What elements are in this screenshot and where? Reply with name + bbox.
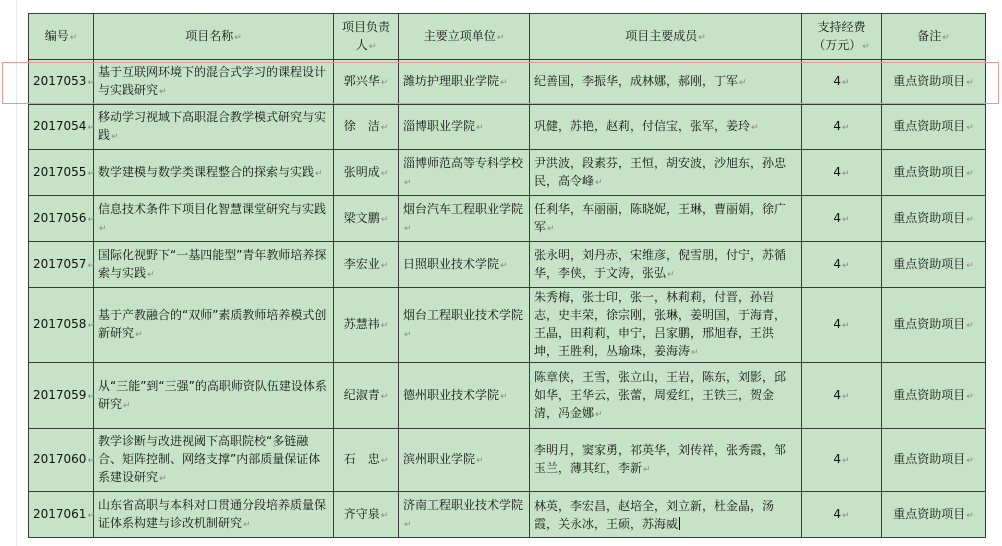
cell-leader[interactable]: 张明成↵ <box>334 150 399 196</box>
cell-members[interactable]: 任利华，车丽丽，陈晓妮，王琳，曹丽娟，徐广军↵ <box>530 196 802 242</box>
table-row <box>29 150 986 196</box>
cell-unit[interactable]: 日照职业技术学院↵ <box>399 242 530 288</box>
cell-name[interactable]: 基于互联网环境下的混合式学习的课程设计与实践研究↵ <box>94 60 334 105</box>
cell-funding[interactable]: 4↵ <box>802 363 882 429</box>
table-row <box>29 429 986 492</box>
cell-note[interactable]: 重点资助项目↵ <box>882 242 986 288</box>
cell-unit[interactable]: 烟台工程职业技术学院↵ <box>399 288 530 363</box>
cell-unit[interactable]: 德州职业技术学院↵ <box>399 363 530 429</box>
cell-leader[interactable]: 郭兴华↵ <box>334 60 399 105</box>
cell-unit[interactable]: 淄博职业学院↵ <box>399 105 530 150</box>
cell-id[interactable]: 2017061↵ <box>29 492 94 538</box>
cell-note[interactable]: 重点资助项目↵ <box>882 363 986 429</box>
cell-id[interactable]: 2017054↵ <box>29 105 94 150</box>
header-note[interactable]: 备注↵ <box>882 14 986 60</box>
cell-members[interactable]: 巩健，苏艳，赵莉，付信宝，张军，姜玲↵ <box>530 105 802 150</box>
table-row <box>29 363 986 429</box>
table-row <box>29 105 986 150</box>
cell-funding[interactable]: 4↵ <box>802 429 882 492</box>
cell-members[interactable]: 朱秀梅，张士印，张一，林莉莉，付晋，孙岩志，史丰荣，徐宗刚，张琳，姜明国，于海青，王晶，田莉莉，申宁，吕家鹏，邢旭春，王洪坤，王胜利，丛瑜珠，姜海涛↵ <box>530 288 802 363</box>
project-table <box>28 13 986 538</box>
header-name[interactable]: 项目名称↵ <box>94 14 334 60</box>
table-row <box>29 242 986 288</box>
cell-funding[interactable]: 4↵ <box>802 105 882 150</box>
cell-funding[interactable]: 4↵ <box>802 196 882 242</box>
cell-leader[interactable]: 石 忠↵ <box>334 429 399 492</box>
cell-note[interactable]: 重点资助项目↵ <box>882 150 986 196</box>
table-row <box>29 492 986 538</box>
header-id[interactable]: 编号↵ <box>29 14 94 60</box>
page-margin-guide <box>16 0 17 546</box>
cell-unit[interactable]: 淄博师范高等专科学校↵ <box>399 150 530 196</box>
cell-id[interactable]: 2017060↵ <box>29 429 94 492</box>
cell-members[interactable]: 纪善国，李振华，成林娜，郝刚，丁军↵ <box>530 60 802 105</box>
cell-name[interactable]: 信息技术条件下项目化智慧课堂研究与实践↵ <box>94 196 334 242</box>
cell-leader[interactable]: 梁文鹏↵ <box>334 196 399 242</box>
cell-note[interactable]: 重点资助项目↵ <box>882 105 986 150</box>
cell-id[interactable]: 2017055↵ <box>29 150 94 196</box>
cell-name[interactable]: 数学建模与数学类课程整合的探索与实践↵ <box>94 150 334 196</box>
table-row <box>29 288 986 363</box>
cell-note[interactable]: 重点资助项目↵ <box>882 288 986 363</box>
cell-members[interactable]: 陈章侠，王雪，张立山，王岩，陈东，刘影，邱如华，王华云，张蕾，周爱红，王铁三，贺金清，冯金娜↵ <box>530 363 802 429</box>
header-funding[interactable]: 支持经费（万元）↵ <box>802 14 882 60</box>
cell-members[interactable]: 尹洪波，段素芬，王恒，胡安波，沙旭东，孙忠民，高令峰↵ <box>530 150 802 196</box>
cell-leader[interactable]: 徐 洁↵ <box>334 105 399 150</box>
table-row <box>29 196 986 242</box>
cell-name[interactable]: 国际化视野下“一基四能型”青年教师培养探索与实践↵ <box>94 242 334 288</box>
cell-name[interactable]: 山东省高职与本科对口贯通分段培养质量保证体系构建与诊改机制研究↵ <box>94 492 334 538</box>
cell-members[interactable]: 李明月，窦家勇，祁英华，刘传祥，张秀霞，邹玉兰，薄其红，李新↵ <box>530 429 802 492</box>
header-leader[interactable]: 项目负责人↵ <box>334 14 399 60</box>
cell-note[interactable]: 重点资助项目↵ <box>882 429 986 492</box>
cell-id[interactable]: 2017059↵ <box>29 363 94 429</box>
cell-unit[interactable]: 潍坊护理职业学院↵ <box>399 60 530 105</box>
cell-id[interactable]: 2017057↵ <box>29 242 94 288</box>
cell-name[interactable]: 教学诊断与改进视阈下高职院校“多链融合、矩阵控制、网络支撑”内部质量保证体系建设研究↵ <box>94 429 334 492</box>
header-unit[interactable]: 主要立项单位↵ <box>399 14 530 60</box>
cell-id[interactable]: 2017053↵ <box>29 60 94 105</box>
cell-unit[interactable]: 济南工程职业技术学院↵ <box>399 492 530 538</box>
cell-id[interactable]: 2017058↵ <box>29 288 94 363</box>
text-cursor <box>679 517 680 530</box>
cell-leader[interactable]: 苏慧祎↵ <box>334 288 399 363</box>
cell-funding[interactable]: 4↵ <box>802 242 882 288</box>
cell-members[interactable]: 张永明，刘丹赤，宋维彦，倪雪朋，付宁，苏循华，李侠，于文涛，张弘↵ <box>530 242 802 288</box>
cell-members[interactable]: 林英，李宏昌，赵培全，刘立新，杜金晶，汤霞，关永冰，王硕，苏海威 <box>530 492 802 538</box>
cell-funding[interactable]: 4↵ <box>802 492 882 538</box>
cell-leader[interactable]: 纪淑青↵ <box>334 363 399 429</box>
cell-unit[interactable]: 滨州职业学院↵ <box>399 429 530 492</box>
cell-funding[interactable]: 4↵ <box>802 288 882 363</box>
cell-leader[interactable]: 李宏业↵ <box>334 242 399 288</box>
cell-note[interactable]: 重点资助项目↵ <box>882 196 986 242</box>
cell-funding[interactable]: 4↵ <box>802 150 882 196</box>
table-header-row <box>29 14 986 60</box>
cell-name[interactable]: 移动学习视域下高职混合教学模式研究与实践↵ <box>94 105 334 150</box>
table-row <box>29 60 986 105</box>
cell-name[interactable]: 从“三能”到“三强”的高职师资队伍建设体系研究↵ <box>94 363 334 429</box>
cell-id[interactable]: 2017056↵ <box>29 196 94 242</box>
cell-name[interactable]: 基于产教融合的“双师”素质教师培养模式创新研究↵ <box>94 288 334 363</box>
cell-leader[interactable]: 齐守泉↵ <box>334 492 399 538</box>
cell-note[interactable]: 重点资助项目↵ <box>882 60 986 105</box>
cell-unit[interactable]: 烟台汽车工程职业学院↵ <box>399 196 530 242</box>
header-members[interactable]: 项目主要成员↵ <box>530 14 802 60</box>
cell-funding[interactable]: 4↵ <box>802 60 882 105</box>
cell-note[interactable]: 重点资助项目↵ <box>882 492 986 538</box>
